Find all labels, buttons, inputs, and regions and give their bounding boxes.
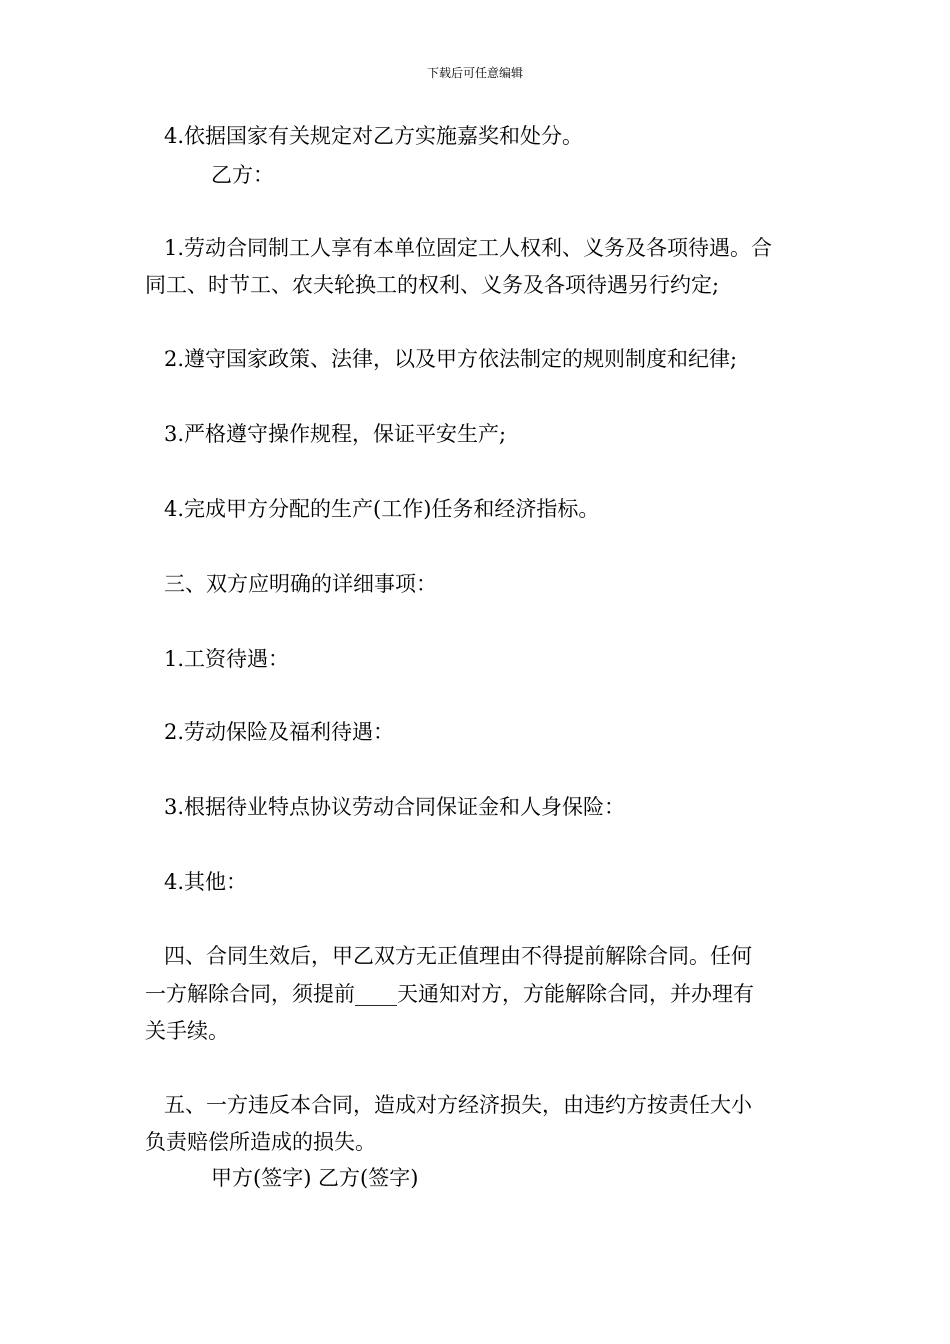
text-line: 4.依据国家有关规定对乙方实施嘉奖和处分。 — [164, 124, 584, 148]
text-line: 3.根据待业特点协议劳动合同保证金和人身保险： — [164, 795, 626, 819]
text-line: 五、一方违反本合同，造成对方经济损失，由违约方按责任大小 — [164, 1093, 752, 1117]
text-line: 一方解除合同，须提前____天通知对方，方能解除合同，并办理有 — [145, 982, 754, 1006]
text-line: 负责赔偿所造成的损失。 — [145, 1130, 376, 1154]
text-line: 三、双方应明确的详细事项： — [164, 572, 437, 596]
text-line: 2.遵守国家政策、法律，以及甲方依法制定的规则制度和纪律; — [164, 347, 738, 371]
text-line: 乙方： — [211, 163, 274, 187]
text-line: 2.劳动保险及福利待遇： — [164, 720, 395, 744]
text-line: 4.完成甲方分配的生产(工作)任务和经济指标。 — [164, 497, 600, 521]
text-line: 1.工资待遇： — [164, 647, 290, 671]
text-line: 3.严格遵守操作规程，保证平安生产; — [164, 422, 507, 446]
signature-line: 甲方(签字) 乙方(签字) — [211, 1166, 419, 1190]
page-header: 下载后可任意编辑 — [426, 66, 523, 80]
text-line: 同工、时节工、农夫轮换工的权利、义务及各项待遇另行约定; — [145, 273, 720, 297]
text-line: 1.劳动合同制工人享有本单位固定工人权利、义务及各项待遇。合 — [164, 236, 773, 260]
text-line: 关手续。 — [145, 1019, 229, 1043]
text-line: 4.其他： — [164, 870, 248, 894]
text-line: 四、合同生效后，甲乙双方无正值理由不得提前解除合同。任何 — [164, 944, 752, 968]
